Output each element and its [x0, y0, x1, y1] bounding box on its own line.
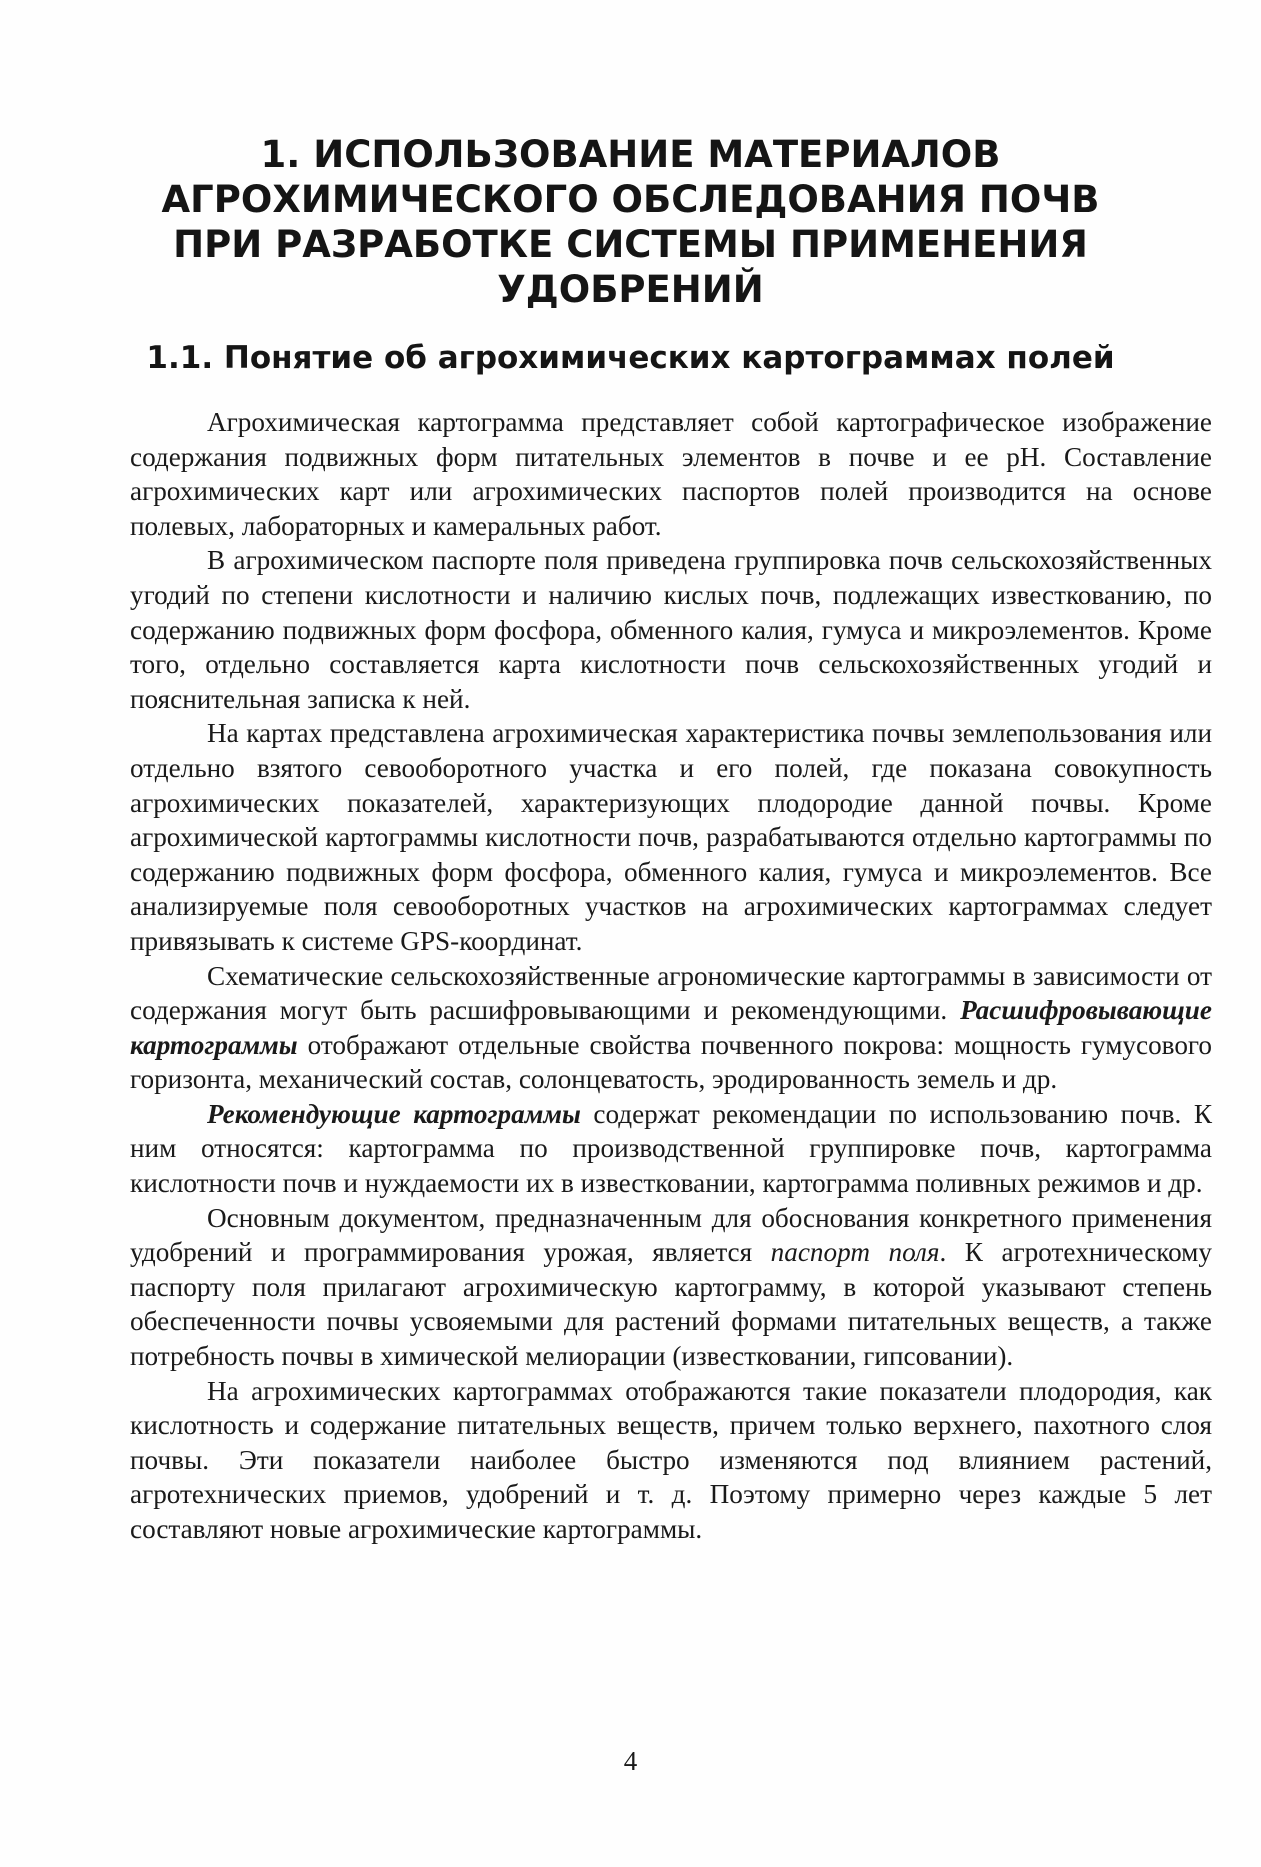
chapter-title-line: УДОБРЕНИЙ	[497, 268, 764, 311]
body-text	[130, 405, 1212, 1547]
paragraph-text: . К агротехническому паспорту поля прилагают агрохимическую картограмму, в которой указывают степень обеспеченности почвы усвояемыми для растений формами питательных веществ, а также потребность почвы в химической мелиорации (известковании, гипсовании).	[130, 1237, 1212, 1372]
paragraph: В агрохимическом паспорте поля приведена группировка почв сельскохозяйственных угодий по степени кислотности и наличию кислых почв, подлежащих известкованию, по содержанию подвижных форм фосфора, обменного калия, гумуса и микроэлементов. Кроме того, отдельно составляется карта кислотности почв сельскохозяйственных угодий и пояснительная записка к ней.	[130, 545, 1212, 714]
paragraph: На агрохимических картограммах отображаются такие показатели плодородия, как кислотность и содержание питательных веществ, причем только верхнего, пахотного слоя почвы. Эти показатели наиболее быстро изменяются под влиянием растений, агротехнических приемов, удобрений и т. д. Поэтому примерно через каждые 5 лет составляют новые агрохимические картограммы.	[130, 1375, 1212, 1544]
chapter-title-line: ПРИ РАЗРАБОТКЕ СИСТЕМЫ ПРИМЕНЕНИЯ	[173, 223, 1088, 266]
paragraph-text: Схематические сельскохозяйственные агрономические картограммы в зависимости от содержания могут быть расшифровывающими и рекомендующими.	[130, 960, 1212, 1026]
term-field-passport: паспорт поля	[770, 1237, 940, 1268]
paragraph	[130, 1097, 1212, 1201]
chapter-title	[130, 132, 1131, 312]
paragraph: На картах представлена агрохимическая характеристика почвы землепользования или отдельно взятого севооборотного участка и его полей, где показана совокупность агрохимических показателей, характеризующих плодородие данной почвы. Кроме агрохимической картограммы кислотности почв, разрабатываются отдельно картограммы по содержанию подвижных форм фосфора, обменного калия, гумуса и микроэлементов. Все анализируемые поля севооборотных участков на агрохимических картограммах следует привязывать к системе GPS-координат.	[130, 718, 1212, 956]
section-title: 1.1. Понятие об агрохимических картограммах полей	[146, 340, 1115, 376]
page-number: 4	[623, 1746, 638, 1776]
paragraph-text: отображают отдельные свойства почвенного покрова: мощность гумусового горизонта, механический состав, солонцеватость, эродированность земель и др.	[130, 1029, 1212, 1095]
chapter-title-line: 1. ИСПОЛЬЗОВАНИЕ МАТЕРИАЛОВ	[260, 133, 1001, 176]
paragraph: Агрохимическая картограмма представляет собой картографическое изображение содержания подвижных форм питательных элементов в почве и ее рН. Составление агрохимических карт или агрохимических паспортов полей производится на основе полевых, лабораторных и камеральных работ.	[130, 407, 1212, 541]
paragraph-text: Основным документом, предназначенным для обоснования конкретного применения удобрений и программирования урожая, является	[130, 1202, 1212, 1268]
chapter-title-line: АГРОХИМИЧЕСКОГО ОБСЛЕДОВАНИЯ ПОЧВ	[161, 178, 1100, 221]
paragraph	[130, 1201, 1212, 1374]
term-decoding-maps: Расшифровывающие картограммы	[130, 995, 1212, 1060]
paragraph	[130, 959, 1212, 1097]
paragraph-text: содержат рекомендации по использованию почв. К ним относятся: картограмма по производственной группировке почв, картограмма кислотности почв и нуждаемости их в известковании, картограмма поливных режимов и др.	[130, 1098, 1212, 1199]
term-recommending-maps: Рекомендующие картограммы	[207, 1098, 581, 1129]
